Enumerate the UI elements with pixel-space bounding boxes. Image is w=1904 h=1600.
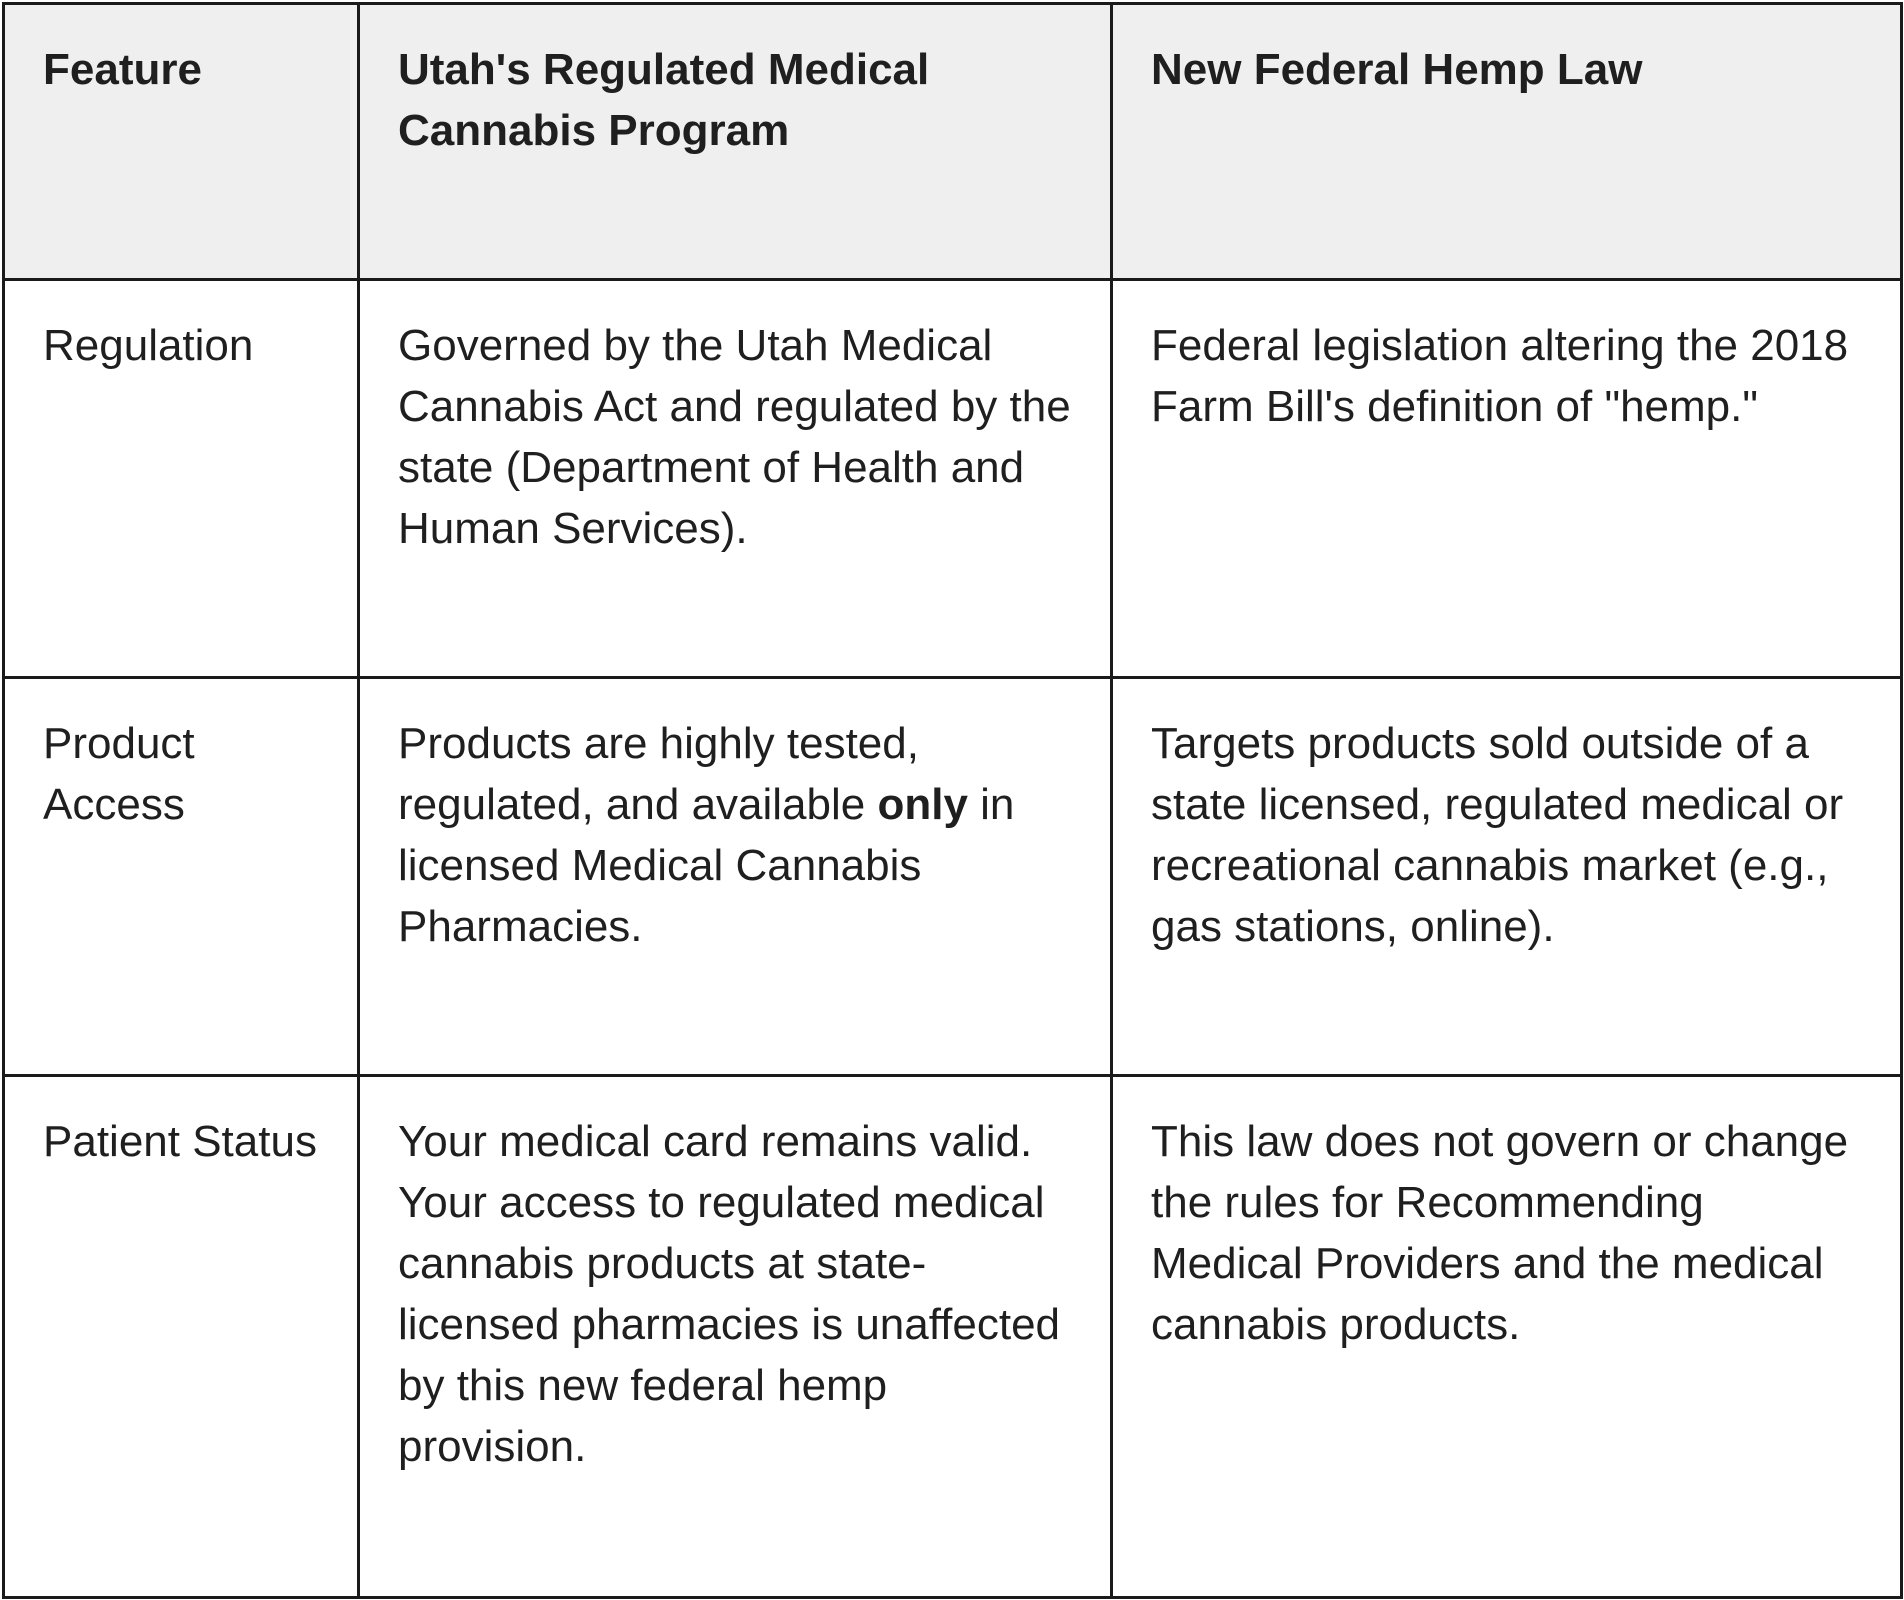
header-federal-hemp-law: New Federal Hemp Law [1112,4,1902,280]
cell-federal-regulation: Federal legislation altering the 2018 Farm Bill's definition of "hemp." [1112,280,1902,678]
cell-utah-product-access [359,678,1112,1076]
table-row [4,678,1902,1076]
table-row [4,280,1902,678]
comparison-table [2,2,1903,1599]
cell-utah-patient-status: Your medical card remains valid. Your access to regulated medical cannabis products at state-licensed pharmacies is unaffected by this new federal hemp provision. [359,1076,1112,1598]
cell-utah-regulation: Governed by the Utah Medical Cannabis Act and regulated by the state (Department of Health and Human Services). [359,280,1112,678]
header-feature: Feature [4,4,359,280]
table-row [4,1076,1902,1598]
cell-federal-product-access: Targets products sold outside of a state licensed, regulated medical or recreational cannabis market (e.g., gas stations, online). [1112,678,1902,1076]
header-utah-program: Utah's Regulated Medical Cannabis Program [359,4,1112,280]
row-feature-regulation: Regulation [4,280,359,678]
cell-federal-patient-status: This law does not govern or change the rules for Recommending Medical Providers and the medical cannabis products. [1112,1076,1902,1598]
row-feature-product-access: Product Access [4,678,359,1076]
emphasis-only: only [877,780,968,829]
cell-text-after: in licensed Medical Cannabis Pharmacies. [398,780,1015,951]
row-feature-patient-status: Patient Status [4,1076,359,1598]
cell-text-before: Products are highly tested, regulated, and available [398,719,919,829]
header-row [4,4,1902,280]
